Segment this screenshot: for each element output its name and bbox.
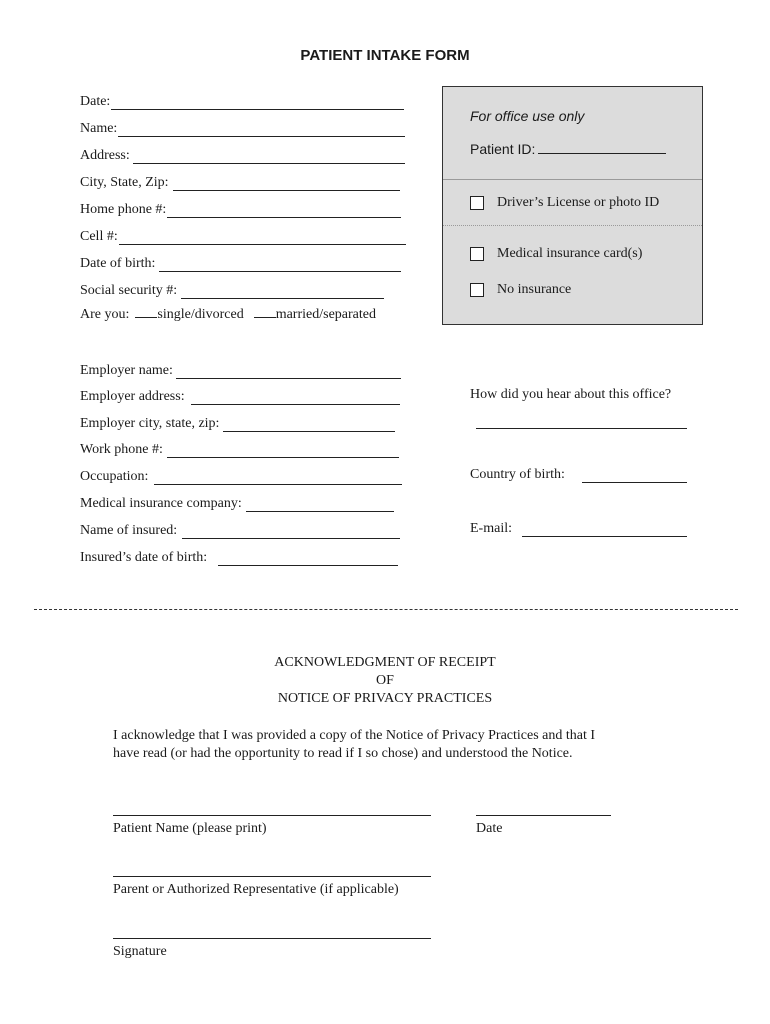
date-of-birth-label: Date of birth: [80, 256, 156, 271]
insurance-company-label: Medical insurance company: [80, 496, 242, 511]
employer-city-label: Employer city, state, zip: [80, 416, 220, 431]
signature-label: Signature [113, 944, 167, 959]
dashed-cut-line [34, 609, 738, 610]
occupation-input-line[interactable] [154, 471, 402, 485]
married-separated-label: married/separated [275, 307, 376, 322]
social-security-field-row [80, 281, 384, 299]
patient-name-label: Patient Name (please print) [113, 821, 267, 836]
home-phone-input-line[interactable] [167, 204, 401, 218]
patient-id-input-line[interactable] [538, 142, 666, 154]
date-signature-label: Date [476, 821, 503, 836]
email-input-line[interactable] [522, 523, 687, 537]
employer-name-field-row [80, 361, 401, 379]
insurance-card-checkbox[interactable] [470, 247, 484, 261]
ack-body-line2: have read (or had the opportunity to read if I so chose) and understood the Notice. [113, 746, 573, 761]
insurance-card-checkbox-row[interactable] [470, 246, 642, 262]
office-use-title: For office use only [470, 108, 585, 124]
drivers-license-checkbox-row[interactable] [470, 195, 659, 211]
form-title: PATIENT INTAKE FORM [300, 47, 470, 64]
signature-line[interactable] [113, 938, 431, 939]
employer-address-input-line[interactable] [191, 391, 400, 405]
name-of-insured-label: Name of insured: [80, 523, 178, 538]
insurance-card-label: Medical insurance card(s) [497, 246, 643, 261]
single-divorced-label: single/divorced [157, 307, 244, 322]
work-phone-input-line[interactable] [167, 444, 399, 458]
patient-id-row [470, 141, 666, 157]
work-phone-label: Work phone #: [80, 442, 163, 457]
address-label: Address: [80, 148, 130, 163]
insured-dob-input-line[interactable] [218, 552, 398, 566]
home-phone-field-row [80, 200, 401, 218]
insurance-company-field-row [80, 494, 394, 512]
date-signature-line[interactable] [476, 815, 611, 816]
occupation-field-row [80, 467, 402, 485]
drivers-license-label: Driver’s License or photo ID [497, 195, 660, 210]
name-field-row [80, 119, 405, 137]
occupation-label: Occupation: [80, 469, 149, 484]
no-insurance-checkbox-row[interactable] [470, 282, 571, 298]
insurance-company-input-line[interactable] [246, 498, 394, 512]
city-state-zip-label: City, State, Zip: [80, 175, 169, 190]
office-divider [443, 179, 702, 180]
employer-address-field-row [80, 387, 400, 405]
city-state-zip-input-line[interactable] [173, 177, 400, 191]
home-phone-label: Home phone #: [80, 202, 167, 217]
name-label: Name: [80, 121, 118, 136]
patient-name-line[interactable] [113, 815, 431, 816]
office-dotted-divider [443, 225, 702, 226]
name-input-line[interactable] [118, 123, 405, 137]
office-use-box [442, 86, 703, 325]
marital-prefix: Are you: [80, 307, 130, 322]
no-insurance-label: No insurance [497, 282, 572, 297]
date-of-birth-field-row [80, 254, 401, 272]
country-of-birth-label: Country of birth: [470, 467, 565, 482]
representative-line[interactable] [113, 876, 431, 877]
address-field-row [80, 146, 405, 164]
single-divorced-blank[interactable] [135, 306, 157, 318]
employer-address-label: Employer address: [80, 389, 185, 404]
date-label: Date: [80, 94, 111, 109]
city-state-zip-field-row [80, 173, 400, 191]
hear-about-label: How did you hear about this office? [470, 387, 672, 402]
cell-input-line[interactable] [119, 231, 406, 245]
employer-name-input-line[interactable] [176, 365, 401, 379]
employer-city-input-line[interactable] [223, 418, 395, 432]
cell-label: Cell #: [80, 229, 118, 244]
name-of-insured-input-line[interactable] [182, 525, 400, 539]
date-of-birth-input-line[interactable] [159, 258, 401, 272]
no-insurance-checkbox[interactable] [470, 283, 484, 297]
social-security-label: Social security #: [80, 283, 178, 298]
drivers-license-checkbox[interactable] [470, 196, 484, 210]
ack-title-line2: OF [376, 673, 394, 688]
employer-name-label: Employer name: [80, 363, 173, 378]
patient-id-label: Patient ID: [470, 141, 536, 157]
marital-status-row [80, 306, 376, 323]
ack-title-line1: ACKNOWLEDGMENT OF RECEIPT [274, 655, 496, 670]
address-input-line[interactable] [133, 150, 405, 164]
insured-dob-label: Insured’s date of birth: [80, 550, 208, 565]
married-separated-blank[interactable] [254, 306, 276, 318]
country-of-birth-input-line[interactable] [582, 469, 687, 483]
ack-body-text [113, 727, 673, 763]
date-field-row [80, 92, 404, 110]
work-phone-field-row [80, 440, 399, 458]
date-input-line[interactable] [111, 96, 404, 110]
social-security-input-line[interactable] [181, 285, 384, 299]
ack-title-line3: NOTICE OF PRIVACY PRACTICES [277, 691, 493, 706]
cell-field-row [80, 227, 406, 245]
representative-label: Parent or Authorized Representative (if applicable) [113, 882, 399, 897]
insured-dob-field-row [80, 548, 398, 566]
ack-body-line1: I acknowledge that I was provided a copy of the Notice of Privacy Practices and that I [113, 728, 596, 743]
employer-city-field-row [80, 414, 395, 432]
email-label: E-mail: [470, 521, 512, 536]
name-of-insured-field-row [80, 521, 400, 539]
hear-about-input-line[interactable] [476, 415, 687, 429]
